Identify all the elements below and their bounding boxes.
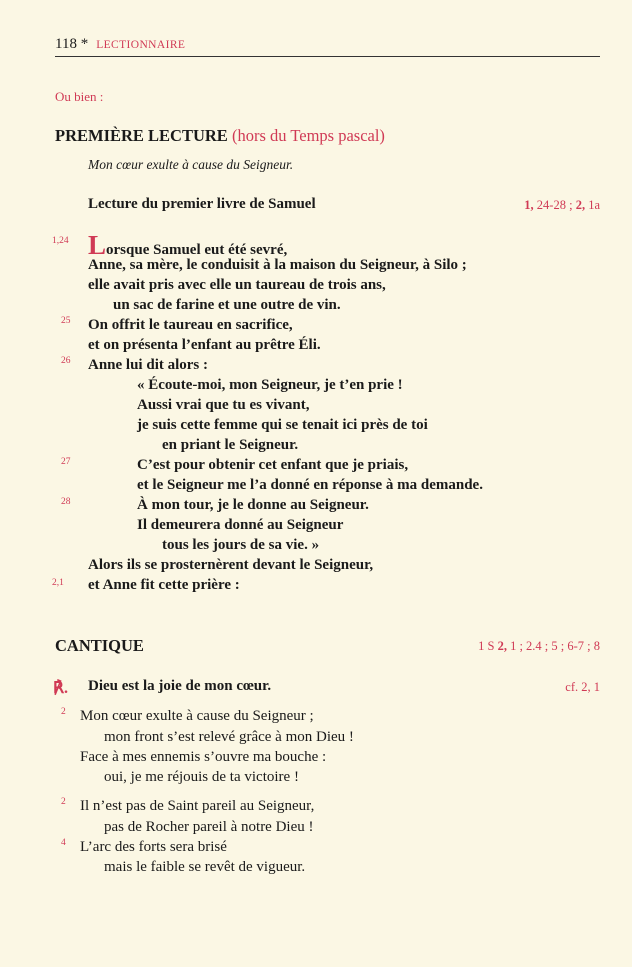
canticle-ref-chapter: 2, <box>497 639 507 653</box>
psalm-line: Face à mes ennemis s’ouvre ma bouche : <box>80 749 327 765</box>
canticle-ref-book: 1 S <box>478 639 498 653</box>
verse-number: 4 <box>61 838 66 848</box>
canticle-ref-verses: 1 ; 2.4 ; 5 ; 6-7 ; 8 <box>506 639 600 653</box>
canticle-title: CANTIQUE <box>55 636 144 655</box>
reading-line: Il demeurera donné au Seigneur <box>137 517 344 533</box>
ref-chapter-1: 1, <box>524 198 534 212</box>
drop-cap: L <box>88 230 107 260</box>
header-rule <box>55 56 600 57</box>
reading-book: Lecture du premier livre de Samuel <box>88 196 316 212</box>
reading-line: À mon tour, je le donne au Seigneur. <box>137 497 369 513</box>
reading-title-paren: (hors du Temps pascal) <box>231 126 385 145</box>
response-symbol: ℟. <box>53 680 68 697</box>
psalm-line: Il n’est pas de Saint pareil au Seigneur, <box>80 798 315 814</box>
reading-subtitle: Mon cœur exulte à cause du Seigneur. <box>88 157 294 172</box>
verse-number: 2,1 <box>52 578 64 588</box>
verse-number: 28 <box>61 497 71 507</box>
reading-line: Anne, sa mère, le conduisit à la maison du Seigneur, à Silo ; <box>88 257 467 273</box>
response-reference: cf. 2, 1 <box>565 680 600 694</box>
response-text: Dieu est la joie de mon cœur. <box>88 678 272 694</box>
reading-line: On offrit le taureau en sacrifice, <box>88 317 293 333</box>
verse-number: 26 <box>61 356 71 366</box>
reading-line: en priant le Seigneur. <box>162 437 299 453</box>
psalm-line: pas de Rocher pareil à notre Dieu ! <box>104 819 314 835</box>
reading-line: Aussi vrai que tu es vivant, <box>137 397 310 413</box>
reading-line: et le Seigneur me l’a donné en réponse à ma demande. <box>137 477 483 493</box>
reading-line <box>88 232 287 259</box>
verse-number: 25 <box>61 316 71 326</box>
canticle-reference <box>478 639 600 654</box>
verse-number: 27 <box>61 457 71 467</box>
reading-line: et on présenta l’enfant au prêtre Éli. <box>88 337 321 353</box>
reading-line-text: orsque Samuel eut été sevré, <box>106 242 288 258</box>
verse-number: 2 <box>61 707 66 717</box>
reading-line: elle avait pris avec elle un taureau de trois ans, <box>88 277 386 293</box>
page-number: 118 * <box>55 36 89 52</box>
verse-number: 2 <box>61 797 66 807</box>
psalm-line: mon front s’est relevé grâce à mon Dieu ! <box>104 729 354 745</box>
reading-line: Anne lui dit alors : <box>88 357 209 373</box>
reading-title <box>55 126 385 146</box>
reading-line: C’est pour obtenir cet enfant que je priais, <box>137 457 409 473</box>
psalm-line: Mon cœur exulte à cause du Seigneur ; <box>80 708 314 724</box>
ref-chapter-2: 2, <box>575 198 586 212</box>
reading-title-text: PREMIÈRE LECTURE <box>55 126 228 145</box>
psalm-line: oui, je me réjouis de ta victoire ! <box>104 769 299 785</box>
reading-line: « Écoute-moi, mon Seigneur, je t’en prie ! <box>137 377 403 393</box>
psalm-line: L’arc des forts sera brisé <box>80 839 227 855</box>
reading-line: et Anne fit cette prière : <box>88 577 240 593</box>
verse-number: 1,24 <box>52 236 69 246</box>
psalm-line: mais le faible se revêt de vigueur. <box>104 859 306 875</box>
ref-verses-2: 1a <box>585 198 600 212</box>
running-header <box>55 36 185 53</box>
reading-line: Alors ils se prosternèrent devant le Seigneur, <box>88 557 374 573</box>
reading-line: un sac de farine et une outre de vin. <box>113 297 341 313</box>
alt-label: Ou bien : <box>55 89 104 104</box>
reading-line: tous les jours de sa vie. » <box>162 537 320 553</box>
reading-line: je suis cette femme qui se tenait ici près de toi <box>137 417 428 433</box>
ref-verses-1: 24-28 ; <box>533 198 576 212</box>
running-title: LECTIONNAIRE <box>96 39 186 51</box>
reading-reference <box>524 198 600 213</box>
